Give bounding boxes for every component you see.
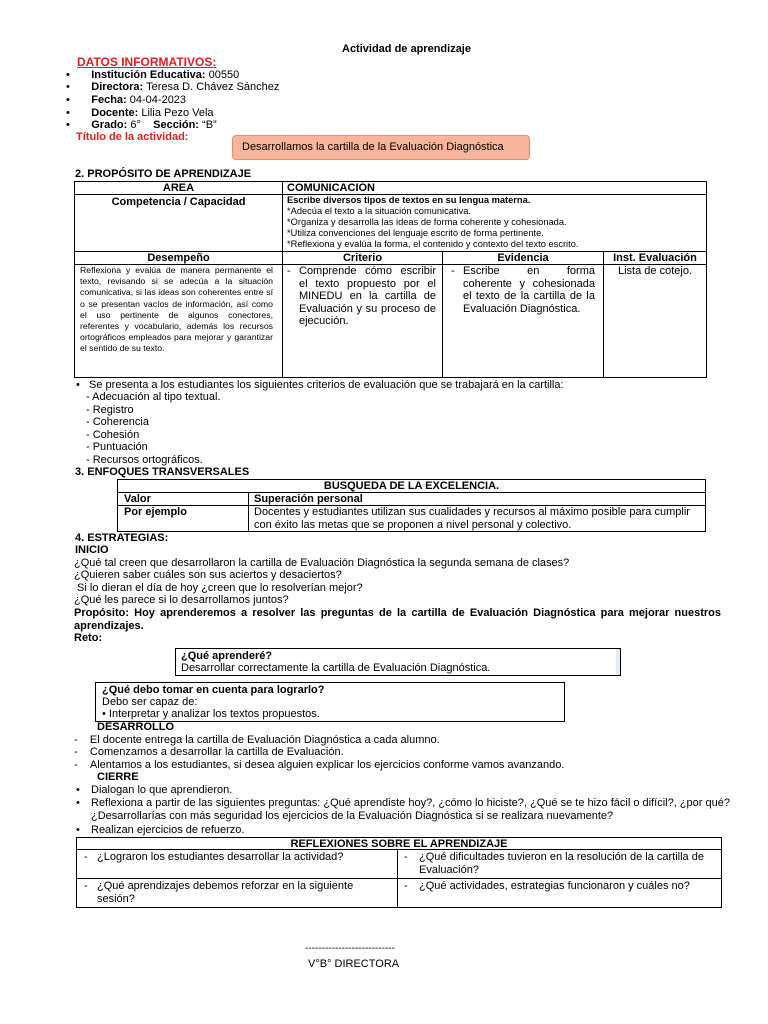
ejemplo-label: Por ejemplo	[124, 506, 187, 518]
cierre-bullet: •	[76, 797, 80, 809]
aprendere-answer: Desarrollar correctamente la cartilla de Evaluación Diagnóstica.	[181, 662, 491, 674]
criterio-text: Comprende cómo escribir el texto propuesto por el MINEDU en la cartilla de Evaluación y su proceso de ejecución.	[299, 265, 436, 327]
pregunta-item: Si lo dieran el día de hoy ¿creen que lo resolverían mejor?	[74, 582, 363, 594]
cierre-bullet: •	[76, 784, 80, 796]
cierre-item: Reflexiona a partir de las siguientes preguntas: ¿Qué aprendiste hoy?, ¿cómo lo hiciste?, ¿Qué se te hizo fácil o difícil?, ¿por qué? ¿Desarrollarías con más seguridad los ejercicios de la Evaluación Diagnóstica si se realizara nuevamente?	[91, 797, 730, 822]
enfoque-title: BÚSQUEDA DE LA EXCELENCIA.	[323, 480, 500, 492]
ejemplo-value: Docentes y estudiantes utilizan sus cualidades y recursos al máximo posible para cumplir con éxito las metas que se proponen a nivel personal y colectivo.	[254, 506, 690, 531]
datos-heading: DATOS INFORMATIVOS:	[77, 55, 217, 69]
cierre-bullet: •	[76, 824, 80, 836]
reflexiones-title: REFLEXIONES SOBRE EL APRENDIZAJE	[290, 838, 508, 850]
cierre-item: Dialogan lo que aprendieron.	[91, 784, 233, 796]
inst-text: Lista de cotejo.	[618, 265, 692, 277]
reflexion-question: ¿Lograron los estudiantes desarrollar la actividad?	[97, 851, 344, 863]
field-label: Docente:	[91, 107, 139, 119]
section-heading-enfoques: 3. ENFOQUES TRANSVERSALES	[75, 466, 250, 478]
titulo-label: Título de la actividad:	[76, 131, 189, 143]
proposito-sesion: Propósito: Hoy aprenderemos a resolver las preguntas de la cartilla de Evaluación Diagnóstica para mejorar nuestros aprendizajes.	[74, 607, 721, 632]
area-label: AREA	[162, 182, 195, 194]
signature-line: ---------------------------	[305, 943, 395, 954]
desarrollo-item: - Alentamos a los estudiantes, si desea alguien explicar los ejercicios conforme vamos avanzando.	[74, 759, 565, 771]
criterio-item: - Puntuación	[86, 441, 148, 453]
cierre-item: Realizan ejercicios de refuerzo.	[91, 824, 245, 836]
evidencia-dash: -	[451, 265, 455, 277]
desempeno-text: Reflexiona y evalúa de manera permanente el texto, revisando si se adecúa a la situación comunicativa, si las ideas son coherentes entre sí o se presentan vacíos de información, así como el uso pertinente de algunos conectores, referentes y vocabulario, además los recursos ortográficos empleados para mejorar y garantizar el sentido de su texto.	[80, 265, 273, 354]
evidencia-text: Escribe en forma coherente y cohesionada el texto de la cartilla de la Evaluación Diagnóstica.	[463, 265, 595, 315]
cierre-heading: CIERRE	[97, 771, 139, 783]
list-item: • Directora: Teresa D. Chávez Sánchez	[66, 81, 280, 93]
page-title: Actividad de aprendizaje	[342, 43, 471, 55]
field-value: 04-04-2023	[126, 94, 187, 106]
list-item: • Fecha: 04-04-2023	[66, 94, 187, 106]
section-heading-estrategias: 4. ESTRATEGIAS:	[75, 532, 169, 544]
field-label: Sección:	[153, 119, 199, 131]
capacidad-item: *Utiliza convenciones del lenguaje escrito de forma pertinente.	[287, 228, 544, 238]
col-desempeno: Desempeño	[147, 252, 210, 264]
capacidad-item: *Organiza y desarrolla las ideas de forma coherente y cohesionada.	[287, 217, 567, 227]
field-value: 00550	[205, 69, 240, 81]
desarrollo-heading: DESARROLLO	[97, 721, 174, 733]
list-item: • Docente: Lilia Pezo Vela	[66, 107, 214, 119]
reflexion-question: ¿Qué dificultades tuvieron en la resolución de la cartilla de Evaluación?	[419, 851, 704, 876]
aprendere-box	[175, 648, 621, 676]
desarrollo-item: - El docente entrega la cartilla de Evaluación Diagnóstica a cada alumno.	[74, 734, 440, 746]
capacidad-item: *Reflexiona y evalúa la forma, el contenido y contexto del texto escrito.	[287, 239, 579, 249]
valor-label: Valor	[124, 493, 151, 505]
competencia-title: Escribe diversos tipos de textos en su lengua materna.	[287, 195, 531, 205]
criterio-item: - Coherencia	[86, 416, 149, 428]
lograrlo-answer: Debo ser capaz de:	[102, 696, 198, 708]
list-item: • Grado: 6° Sección: “B”	[66, 119, 217, 131]
reflexion-question: ¿Qué aprendizajes debemos reforzar en la siguiente sesión?	[97, 880, 354, 905]
col-criterio: Criterio	[342, 252, 383, 264]
field-value: Lilia Pezo Vela	[138, 107, 214, 119]
field-label: Institución Educativa:	[91, 69, 206, 81]
aprendere-question: ¿Qué aprenderé?	[181, 650, 273, 662]
desarrollo-item: - Comenzamos a desarrollar la cartilla de Evaluación.	[74, 746, 344, 758]
reto-label: Reto:	[74, 632, 103, 644]
area-value: COMUNICACIÓN	[287, 182, 375, 194]
lograrlo-answer: • Interpretar y analizar los textos propuestos.	[102, 708, 320, 720]
criterio-item: - Registro	[86, 404, 134, 416]
pregunta-item: ¿Qué tal creen que desarrollaron la cartilla de Evaluación Diagnóstica la segunda semana de clases?	[74, 557, 570, 569]
section-heading-proposito: 2. PROPÓSITO DE APRENDIZAJE	[75, 168, 252, 180]
criterio-dash: -	[287, 265, 291, 277]
list-item: • Institución Educativa: 00550	[66, 69, 240, 81]
field-label: Directora:	[91, 81, 144, 93]
pregunta-item: ¿Quieren saber cuáles son sus aciertos y desaciertos?	[74, 569, 342, 581]
criterios-intro: • Se presenta a los estudiantes los siguientes criterios de evaluación que se trabajará en la cartilla:	[76, 379, 564, 391]
criterio-item: - Recursos ortográficos.	[86, 454, 203, 466]
criterio-item: - Adecuación al tipo textual.	[86, 391, 221, 403]
field-value: Teresa D. Chávez Sánchez	[143, 81, 280, 93]
reflexion-question: ¿Qué actividades, estrategias funcionaron y cuáles no?	[419, 880, 690, 892]
col-evidencia: Evidencia	[497, 252, 549, 264]
col-inst: Inst. Evaluación	[613, 252, 697, 264]
lograrlo-box	[95, 682, 565, 722]
inicio-heading: INICIO	[75, 544, 109, 556]
valor-value: Superación personal	[254, 493, 363, 505]
field-value: “B”	[198, 119, 217, 131]
lograrlo-question: ¿Qué debo tomar en cuenta para lograrlo?	[102, 684, 325, 696]
pregunta-item: ¿Qué les parece si lo desarrollamos juntos?	[74, 594, 289, 606]
field-label: Fecha:	[91, 94, 127, 106]
titulo-value: Desarrollamos la cartilla de la Evaluación Diagnóstica	[242, 141, 504, 153]
field-value: 6°	[127, 119, 154, 131]
field-label: Grado:	[91, 119, 128, 131]
competencia-label: Competencia / Capacidad	[111, 196, 246, 208]
criterio-item: - Cohesión	[86, 429, 140, 441]
titulo-box	[232, 135, 530, 160]
signature-label: V°B° DIRECTORA	[308, 958, 400, 970]
capacidad-item: *Adecúa el texto a la situación comunicativa.	[287, 206, 471, 216]
